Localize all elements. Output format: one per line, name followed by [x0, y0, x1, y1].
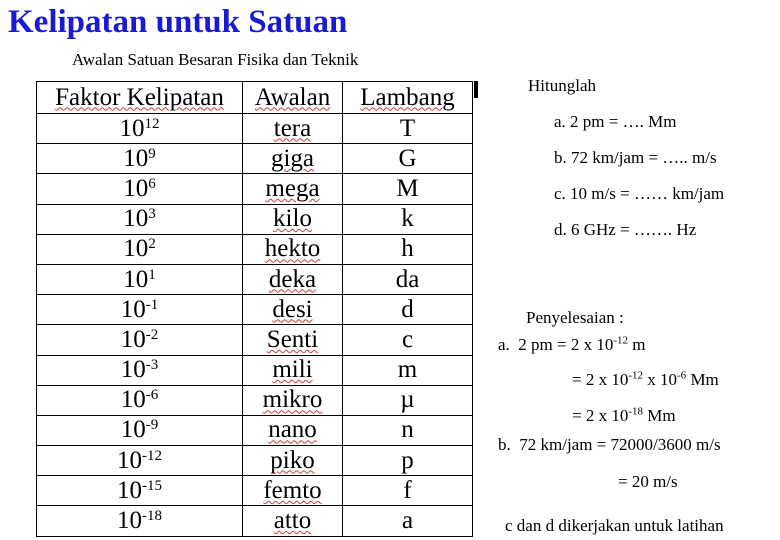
table-row — [37, 506, 473, 536]
table-caption: Awalan Satuan Besaran Fisika dan Teknik — [72, 50, 359, 69]
exercise-item-c: c. 10 m/s = …… km/jam — [554, 184, 725, 203]
prefix-cell: deka — [243, 264, 343, 294]
factor-cell: $10^{-3}$ — [37, 355, 243, 385]
factor-cell: $10^6$ — [37, 174, 243, 204]
prefix-cell: Senti — [243, 325, 343, 355]
symbol-cell: M — [343, 174, 473, 204]
symbol-cell: T — [343, 114, 473, 144]
prefix-cell: giga — [243, 144, 343, 174]
solution-heading: Penyelesaian : — [526, 308, 624, 327]
table-row — [37, 325, 473, 355]
table-body — [37, 114, 473, 537]
solution-line-a3: = 2 x $10^{-18}$ Mm — [572, 405, 676, 425]
symbol-cell: n — [343, 415, 473, 445]
factor-cell: $10^{-18}$ — [37, 506, 243, 536]
exercise-note: c dan d dikerjakan untuk latihan — [505, 516, 724, 535]
table-row — [37, 264, 473, 294]
symbol-cell: f — [343, 476, 473, 506]
symbol-cell: m — [343, 355, 473, 385]
prefix-cell: tera — [243, 114, 343, 144]
symbol-cell: a — [343, 506, 473, 536]
table-row — [37, 144, 473, 174]
table-row — [37, 476, 473, 506]
table-row — [37, 114, 473, 144]
factor-cell: $10^{-9}$ — [37, 415, 243, 445]
symbol-cell: h — [343, 234, 473, 264]
solution-line-b1: b. 72 km/jam = 72000/3600 m/s — [498, 435, 721, 454]
factor-cell: $10^2$ — [37, 234, 243, 264]
exercise-item-b: b. 72 km/jam = ….. m/s — [554, 148, 717, 167]
factor-cell: $10^{-12}$ — [37, 446, 243, 476]
prefix-cell: piko — [243, 446, 343, 476]
header-prefix: Awalan — [243, 82, 343, 114]
symbol-cell: p — [343, 446, 473, 476]
symbol-cell: da — [343, 264, 473, 294]
header-symbol: Lambang — [343, 82, 473, 114]
factor-cell: $10^3$ — [37, 204, 243, 234]
exercise-heading: Hitunglah — [528, 76, 596, 95]
solution-line-a1: a. 2 pm = 2 x $10^{-12}$ m — [498, 334, 646, 354]
factor-cell: $10^{-15}$ — [37, 476, 243, 506]
factor-cell: $10^{-6}$ — [37, 385, 243, 415]
factor-cell: $10^1$ — [37, 264, 243, 294]
prefix-cell: mega — [243, 174, 343, 204]
symbol-cell: k — [343, 204, 473, 234]
prefix-table — [36, 81, 473, 537]
solution-line-b2: = 20 m/s — [618, 472, 678, 491]
exercise-item-a: a. 2 pm = …. Mm — [554, 112, 677, 131]
prefix-cell: kilo — [243, 204, 343, 234]
factor-cell: $10^9$ — [37, 144, 243, 174]
prefix-cell: atto — [243, 506, 343, 536]
prefix-cell: femto — [243, 476, 343, 506]
table-row — [37, 174, 473, 204]
table-row — [37, 355, 473, 385]
table-row — [37, 234, 473, 264]
table-header-row — [37, 82, 473, 114]
symbol-cell: c — [343, 325, 473, 355]
page-title: Kelipatan untuk Satuan — [8, 4, 348, 40]
table-row — [37, 415, 473, 445]
cursor-mark — [474, 81, 478, 98]
prefix-cell: nano — [243, 415, 343, 445]
prefix-cell: desi — [243, 295, 343, 325]
prefix-cell: mikro — [243, 385, 343, 415]
symbol-cell: µ — [343, 385, 473, 415]
factor-cell: $10^{12}$ — [37, 114, 243, 144]
header-factor: Faktor Kelipatan — [37, 82, 243, 114]
table-row — [37, 295, 473, 325]
table-row — [37, 204, 473, 234]
table-row — [37, 385, 473, 415]
factor-cell: $10^{-1}$ — [37, 295, 243, 325]
symbol-cell: G — [343, 144, 473, 174]
table-row — [37, 446, 473, 476]
factor-cell: $10^{-2}$ — [37, 325, 243, 355]
exercise-item-d: d. 6 GHz = ……. Hz — [554, 220, 697, 239]
symbol-cell: d — [343, 295, 473, 325]
prefix-cell: mili — [243, 355, 343, 385]
prefix-cell: hekto — [243, 234, 343, 264]
solution-line-a2: = 2 x $10^{-12}$ x $10^{-6}$ Mm — [572, 369, 719, 389]
